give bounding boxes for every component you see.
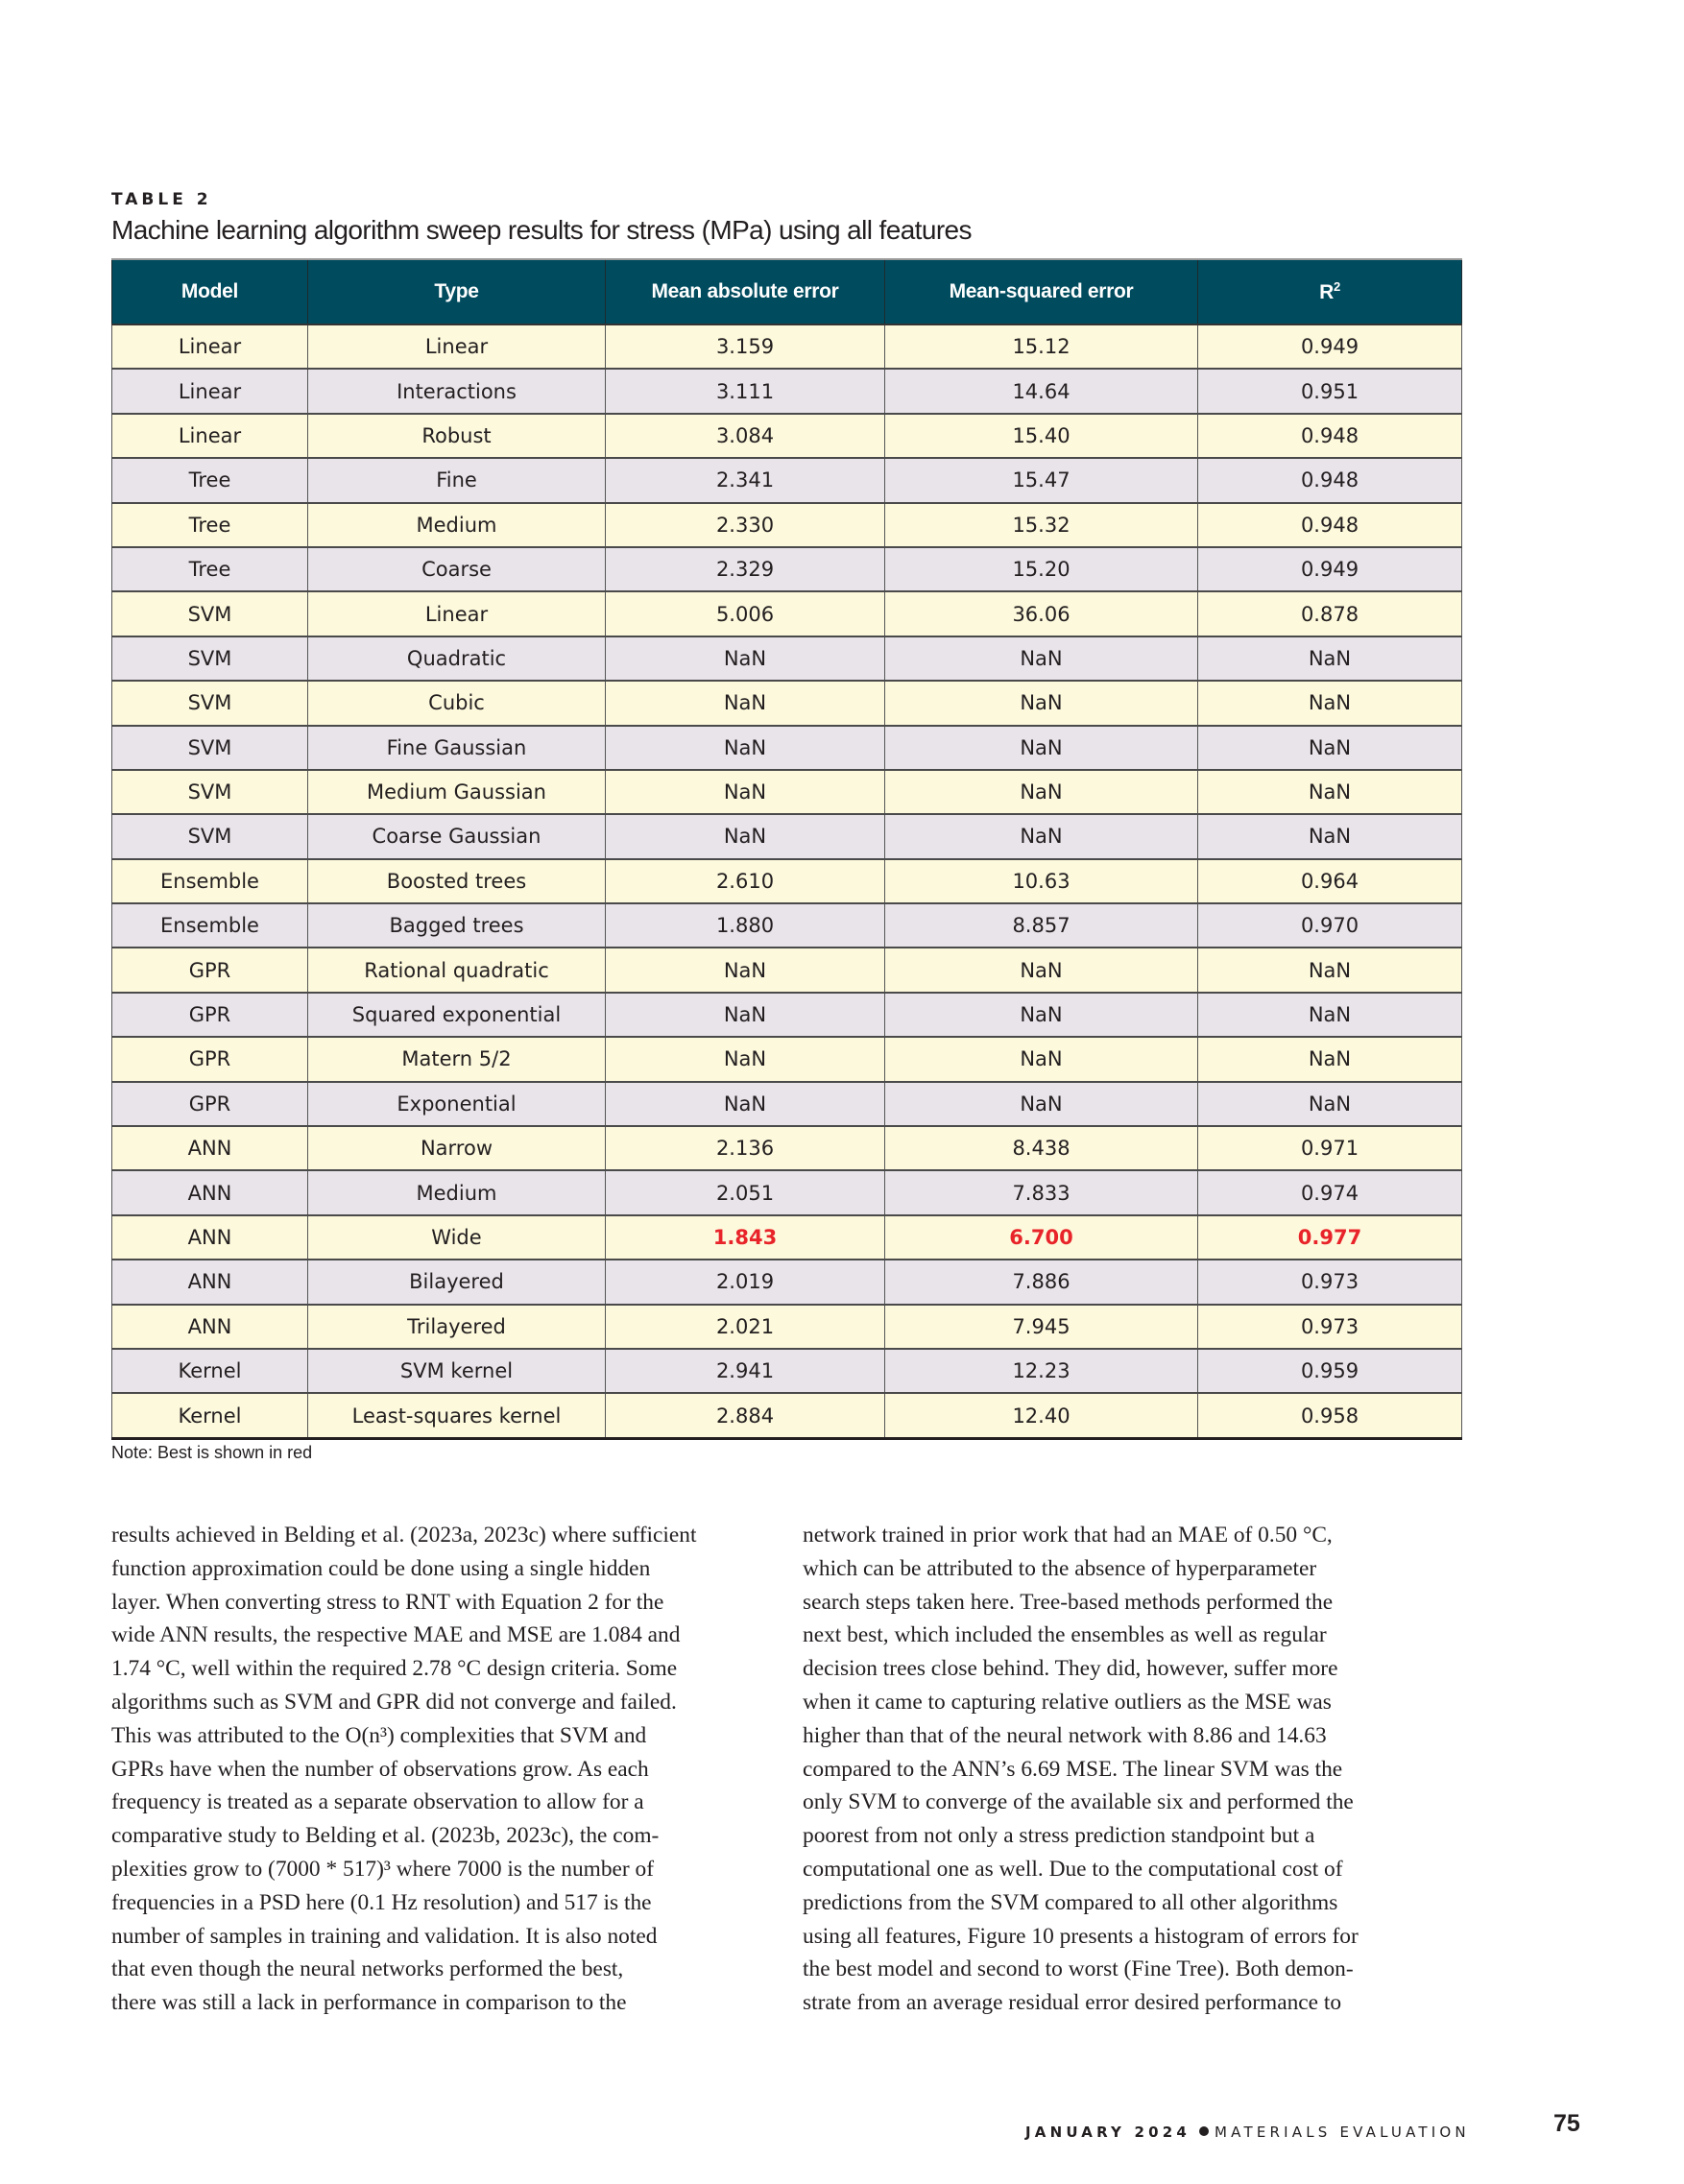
table-row [112,993,1462,1037]
cell-mse: 10.63 [885,859,1198,903]
cell-mae: 5.006 [606,591,885,636]
cell-model: SVM [112,636,308,681]
cell-mse: 36.06 [885,591,1198,636]
text-line: network trained in prior work that had an MAE of 0.50 °C, [803,1523,1333,1548]
page-number: 75 [1553,2110,1580,2137]
text-line: next best, which included the ensembles as well as regular [803,1622,1327,1648]
cell-r2: 0.958 [1198,1393,1462,1438]
cell-model: ANN [112,1126,308,1170]
cell-mse: NaN [885,1082,1198,1126]
cell-mse: 14.64 [885,369,1198,413]
cell-type: Fine [308,458,606,502]
bullet-dot-icon [1199,2126,1209,2136]
cell-mse: 12.23 [885,1349,1198,1393]
cell-r2: 0.973 [1198,1260,1462,1304]
cell-mse: 6.700 [885,1215,1198,1260]
r2-label: R [1319,281,1334,303]
table-row [112,636,1462,681]
cell-mse: 7.833 [885,1170,1198,1214]
table-row [112,726,1462,770]
cell-mse: 7.945 [885,1305,1198,1349]
cell-model: SVM [112,770,308,814]
cell-mse: 15.40 [885,414,1198,458]
text-line: there was still a lack in performance in comparison to the [111,1990,627,2016]
running-footer [1025,2124,1470,2141]
table-row [112,591,1462,636]
cell-type: Quadratic [308,636,606,681]
cell-model: Linear [112,324,308,369]
cell-mae: NaN [606,681,885,725]
journal-name: MATERIALS EVALUATION [1215,2124,1470,2141]
text-line: compared to the ANN’s 6.69 MSE. The linear SVM was the [803,1756,1343,1782]
table-title: Machine learning algorithm sweep results for stress (MPa) using all features [111,215,972,245]
cell-r2: 0.948 [1198,458,1462,502]
cell-r2: 0.949 [1198,324,1462,369]
cell-type: Exponential [308,1082,606,1126]
table-row [112,948,1462,992]
cell-type: Bagged trees [308,903,606,948]
cell-r2: 0.970 [1198,903,1462,948]
cell-mae: NaN [606,1037,885,1081]
body-text-left-column [111,1519,774,2020]
text-line: search steps taken here. Tree-based methods performed the [803,1589,1334,1615]
cell-mse: NaN [885,993,1198,1037]
cell-mae: 2.019 [606,1260,885,1304]
cell-mae: 3.111 [606,369,885,413]
text-line: predictions from the SVM compared to all other algorithms [803,1889,1338,1915]
cell-type: SVM kernel [308,1349,606,1393]
table-row [112,1170,1462,1214]
cell-mae: 3.159 [606,324,885,369]
table-row [112,903,1462,948]
cell-r2: 0.973 [1198,1305,1462,1349]
text-line: comparative study to Belding et al. (2023b, 2023c), the com- [111,1823,660,1849]
r2-superscript: 2 [1333,279,1340,294]
cell-mae: NaN [606,726,885,770]
text-line: higher than that of the neural network with 8.86 and 14.63 [803,1722,1327,1748]
text-line: that even though the neural networks performed the best, [111,1956,624,1982]
cell-mse: 8.438 [885,1126,1198,1170]
text-line: algorithms such as SVM and GPR did not converge and failed. [111,1689,677,1715]
text-line: GPRs have when the number of observations grow. As each [111,1756,649,1782]
table-row [112,814,1462,858]
cell-type: Bilayered [308,1260,606,1304]
cell-mse: NaN [885,814,1198,858]
table-row [112,414,1462,458]
cell-type: Fine Gaussian [308,726,606,770]
table-row [112,324,1462,369]
table-row [112,369,1462,413]
cell-r2: NaN [1198,993,1462,1037]
text-line: strate from an average residual error desired performance to [803,1990,1342,2016]
column-header-type: Type [308,259,606,324]
table-header-row [112,259,1462,324]
cell-mae: 2.341 [606,458,885,502]
text-line: poorest from not only a stress prediction standpoint but a [803,1823,1315,1849]
cell-model: Tree [112,547,308,591]
table-row [112,547,1462,591]
cell-mae: 2.610 [606,859,885,903]
cell-r2: 0.971 [1198,1126,1462,1170]
cell-type: Medium [308,503,606,547]
cell-mae: 2.329 [606,547,885,591]
cell-model: GPR [112,993,308,1037]
table-note: Note: Best is shown in red [111,1443,313,1462]
cell-r2: 0.949 [1198,547,1462,591]
cell-model: SVM [112,591,308,636]
cell-type: Robust [308,414,606,458]
cell-r2: NaN [1198,770,1462,814]
table-row [112,1260,1462,1304]
cell-mae: 1.880 [606,903,885,948]
text-line: function approximation could be done using a single hidden [111,1555,651,1581]
cell-model: ANN [112,1305,308,1349]
cell-mse: NaN [885,726,1198,770]
cell-mse: 15.20 [885,547,1198,591]
cell-type: Coarse Gaussian [308,814,606,858]
cell-model: SVM [112,814,308,858]
cell-mae: NaN [606,770,885,814]
text-line: 1.74 °C, well within the required 2.78 °C design criteria. Some [111,1656,678,1682]
cell-type: Rational quadratic [308,948,606,992]
cell-type: Medium Gaussian [308,770,606,814]
cell-mae: 2.941 [606,1349,885,1393]
cell-mse: NaN [885,770,1198,814]
column-header-mse: Mean-squared error [885,259,1198,324]
cell-r2: NaN [1198,726,1462,770]
body-paragraph-left [111,1519,774,2020]
table-row [112,1082,1462,1126]
cell-model: ANN [112,1260,308,1304]
cell-mse: 15.47 [885,458,1198,502]
table-body [112,324,1462,1438]
cell-model: GPR [112,1082,308,1126]
text-line: frequencies in a PSD here (0.1 Hz resolution) and 517 is the [111,1889,652,1915]
text-line: results achieved in Belding et al. (2023a, 2023c) where sufficient [111,1523,697,1548]
text-line: layer. When converting stress to RNT with Equation 2 for the [111,1589,664,1615]
cell-mse: NaN [885,1037,1198,1081]
cell-type: Coarse [308,547,606,591]
body-paragraph-right [803,1519,1465,2020]
cell-r2: NaN [1198,681,1462,725]
cell-model: SVM [112,726,308,770]
cell-model: SVM [112,681,308,725]
cell-mae: NaN [606,636,885,681]
cell-mae: NaN [606,814,885,858]
text-line: wide ANN results, the respective MAE and MSE are 1.084 and [111,1622,681,1648]
cell-type: Linear [308,324,606,369]
cell-type: Interactions [308,369,606,413]
cell-model: GPR [112,948,308,992]
cell-type: Trilayered [308,1305,606,1349]
cell-model: Kernel [112,1393,308,1438]
cell-mae: NaN [606,993,885,1037]
table-row [112,1215,1462,1260]
cell-mae: NaN [606,1082,885,1126]
cell-r2: 0.977 [1198,1215,1462,1260]
cell-model: Tree [112,458,308,502]
cell-r2: 0.948 [1198,503,1462,547]
cell-mae: 1.843 [606,1215,885,1260]
cell-model: ANN [112,1170,308,1214]
text-line: when it came to capturing relative outliers as the MSE was [803,1689,1332,1715]
column-header-r2 [1198,259,1462,324]
cell-r2: 0.948 [1198,414,1462,458]
cell-model: ANN [112,1215,308,1260]
cell-type: Boosted trees [308,859,606,903]
cell-type: Narrow [308,1126,606,1170]
text-line: decision trees close behind. They did, however, suffer more [803,1656,1338,1682]
cell-r2: NaN [1198,636,1462,681]
cell-r2: 0.878 [1198,591,1462,636]
cell-type: Squared exponential [308,993,606,1037]
cell-mse: NaN [885,948,1198,992]
cell-mse: 12.40 [885,1393,1198,1438]
text-line: frequency is treated as a separate observation to allow for a [111,1789,644,1815]
cell-mae: 2.136 [606,1126,885,1170]
table-row [112,859,1462,903]
cell-mae: NaN [606,948,885,992]
table-row [112,458,1462,502]
text-line: which can be attributed to the absence of hyperparameter [803,1555,1317,1581]
cell-mse: 15.12 [885,324,1198,369]
table-row [112,1037,1462,1081]
cell-model: Ensemble [112,903,308,948]
column-header-mae: Mean absolute error [606,259,885,324]
cell-type: Cubic [308,681,606,725]
cell-r2: 0.951 [1198,369,1462,413]
results-table [111,258,1462,1440]
cell-type: Medium [308,1170,606,1214]
cell-r2: 0.974 [1198,1170,1462,1214]
table-row [112,1126,1462,1170]
cell-model: Tree [112,503,308,547]
text-line: computational one as well. Due to the computational cost of [803,1856,1343,1882]
text-line: number of samples in training and validation. It is also noted [111,1923,658,1949]
cell-mae: 2.330 [606,503,885,547]
cell-model: Kernel [112,1349,308,1393]
cell-mse: 15.32 [885,503,1198,547]
table-row [112,1349,1462,1393]
text-line: the best model and second to worst (Fine Tree). Both demon- [803,1956,1354,1982]
cell-model: Linear [112,414,308,458]
cell-type: Linear [308,591,606,636]
table-row [112,681,1462,725]
cell-r2: NaN [1198,1082,1462,1126]
cell-mse: 7.886 [885,1260,1198,1304]
cell-mse: NaN [885,681,1198,725]
cell-r2: NaN [1198,948,1462,992]
table-label: TABLE 2 [111,190,212,209]
cell-r2: 0.964 [1198,859,1462,903]
table-row [112,1393,1462,1438]
cell-r2: 0.959 [1198,1349,1462,1393]
cell-mae: 2.884 [606,1393,885,1438]
column-header-model: Model [112,259,308,324]
text-line: plexities grow to (7000 * 517)³ where 7000 is the number of [111,1856,655,1882]
cell-type: Least-squares kernel [308,1393,606,1438]
table-row [112,770,1462,814]
table-row [112,503,1462,547]
text-line: using all features, Figure 10 presents a histogram of errors for [803,1923,1359,1949]
cell-model: Linear [112,369,308,413]
cell-model: Ensemble [112,859,308,903]
body-text-right-column [803,1519,1465,2020]
cell-mae: 2.051 [606,1170,885,1214]
cell-r2: NaN [1198,814,1462,858]
issue-date: JANUARY 2024 [1025,2124,1191,2141]
table-row [112,1305,1462,1349]
cell-r2: NaN [1198,1037,1462,1081]
cell-mae: 3.084 [606,414,885,458]
cell-mae: 2.021 [606,1305,885,1349]
text-line: only SVM to converge of the available six and performed the [803,1789,1354,1815]
cell-type: Matern 5/2 [308,1037,606,1081]
text-line: This was attributed to the O(n³) complexities that SVM and [111,1722,647,1748]
cell-mse: NaN [885,636,1198,681]
cell-type: Wide [308,1215,606,1260]
cell-model: GPR [112,1037,308,1081]
cell-mse: 8.857 [885,903,1198,948]
